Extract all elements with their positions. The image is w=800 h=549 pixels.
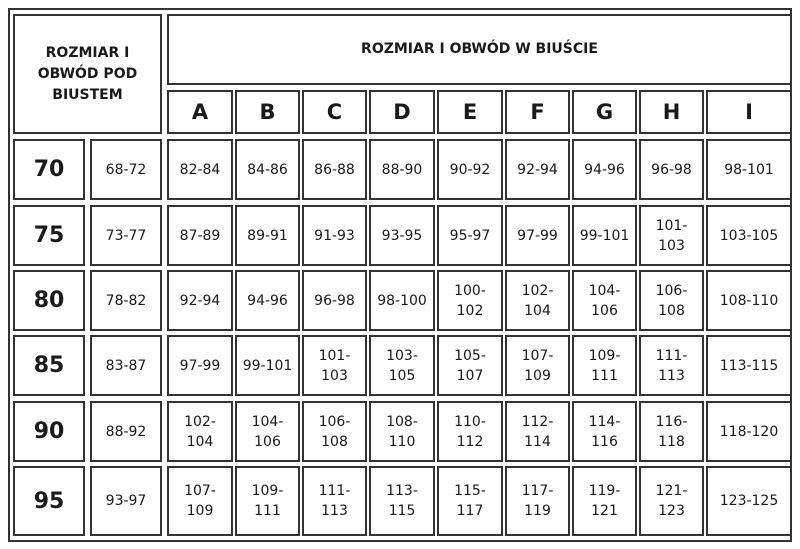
bust-range-cell: 119- 121	[572, 466, 637, 536]
bust-range-cell: 117- 119	[505, 466, 570, 536]
bust-range-cell: 82-84	[167, 139, 233, 200]
underbust-range-cell: 93-97	[90, 466, 162, 536]
bust-range-cell: 98-100	[369, 270, 435, 331]
underbust-range-cell: 73-77	[90, 205, 162, 266]
bust-range-cell: 118-120	[706, 401, 792, 462]
bust-range-cell: 104- 106	[235, 401, 300, 462]
bust-header: ROZMIAR I OBWÓD W BIUŚCIE	[167, 14, 792, 85]
bust-range-cell: 93-95	[369, 205, 435, 266]
bust-range-cell: 102- 104	[505, 270, 570, 331]
bust-range-cell: 99-101	[235, 335, 300, 396]
bust-range-cell: 100- 102	[437, 270, 503, 331]
bust-range-cell: 111- 113	[639, 335, 704, 396]
cup-header-h: H	[639, 90, 704, 134]
cup-header-b: B	[235, 90, 300, 134]
bust-range-cell: 106- 108	[302, 401, 367, 462]
bust-range-cell: 96-98	[302, 270, 367, 331]
bust-range-cell: 113- 115	[369, 466, 435, 536]
bust-range-cell: 111- 113	[302, 466, 367, 536]
bust-range-cell: 106- 108	[639, 270, 704, 331]
cup-header-g: G	[572, 90, 637, 134]
bust-range-cell: 101- 103	[639, 205, 704, 266]
bust-range-cell: 112- 114	[505, 401, 570, 462]
band-size-cell: 75	[13, 205, 85, 266]
bust-range-cell: 115- 117	[437, 466, 503, 536]
band-size-cell: 95	[13, 466, 85, 536]
cup-header-f: F	[505, 90, 570, 134]
bust-range-cell: 88-90	[369, 139, 435, 200]
cup-header-a: A	[167, 90, 233, 134]
cup-header-d: D	[369, 90, 435, 134]
bust-range-cell: 109- 111	[235, 466, 300, 536]
cup-header-i: I	[706, 90, 792, 134]
bust-range-cell: 103- 105	[369, 335, 435, 396]
underbust-header: ROZMIAR I OBWÓD POD BIUSTEM	[13, 14, 162, 134]
bust-range-cell: 108- 110	[369, 401, 435, 462]
bust-range-cell: 96-98	[639, 139, 704, 200]
bust-range-cell: 84-86	[235, 139, 300, 200]
underbust-range-cell: 78-82	[90, 270, 162, 331]
bust-range-cell: 123-125	[706, 466, 792, 536]
bust-range-cell: 98-101	[706, 139, 792, 200]
bust-range-cell: 108-110	[706, 270, 792, 331]
bust-range-cell: 95-97	[437, 205, 503, 266]
bust-range-cell: 97-99	[505, 205, 570, 266]
bust-range-cell: 113-115	[706, 335, 792, 396]
band-size-cell: 90	[13, 401, 85, 462]
bust-range-cell: 87-89	[167, 205, 233, 266]
underbust-range-cell: 68-72	[90, 139, 162, 200]
bust-range-cell: 109- 111	[572, 335, 637, 396]
bust-range-cell: 97-99	[167, 335, 233, 396]
bust-range-cell: 92-94	[505, 139, 570, 200]
bust-range-cell: 94-96	[572, 139, 637, 200]
band-size-cell: 85	[13, 335, 85, 396]
bust-range-cell: 99-101	[572, 205, 637, 266]
bust-range-cell: 107- 109	[505, 335, 570, 396]
underbust-range-cell: 88-92	[90, 401, 162, 462]
bust-range-cell: 102- 104	[167, 401, 233, 462]
bust-range-cell: 105- 107	[437, 335, 503, 396]
bust-range-cell: 107- 109	[167, 466, 233, 536]
bust-range-cell: 101- 103	[302, 335, 367, 396]
bust-range-cell: 103-105	[706, 205, 792, 266]
bust-range-cell: 92-94	[167, 270, 233, 331]
bust-range-cell: 94-96	[235, 270, 300, 331]
bust-range-cell: 116- 118	[639, 401, 704, 462]
underbust-range-cell: 83-87	[90, 335, 162, 396]
cup-header-c: C	[302, 90, 367, 134]
bust-range-cell: 114- 116	[572, 401, 637, 462]
bust-range-cell: 89-91	[235, 205, 300, 266]
bust-range-cell: 104- 106	[572, 270, 637, 331]
bust-range-cell: 121- 123	[639, 466, 704, 536]
bust-range-cell: 90-92	[437, 139, 503, 200]
band-size-cell: 70	[13, 139, 85, 200]
bust-range-cell: 91-93	[302, 205, 367, 266]
bust-range-cell: 110- 112	[437, 401, 503, 462]
bust-range-cell: 86-88	[302, 139, 367, 200]
cup-header-e: E	[437, 90, 503, 134]
band-size-cell: 80	[13, 270, 85, 331]
